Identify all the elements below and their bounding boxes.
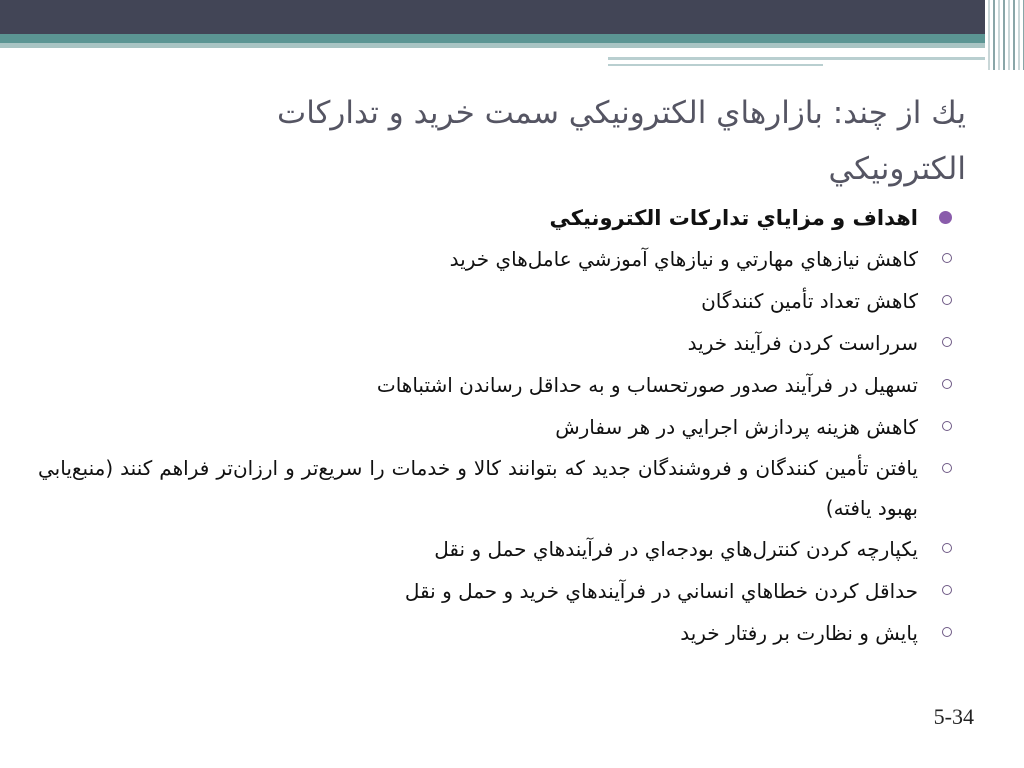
- list-item: [38, 528, 962, 570]
- list-item: [38, 280, 962, 322]
- hollow-bullet-icon: [942, 295, 952, 305]
- hollow-bullet-icon: [942, 379, 952, 389]
- list-item: [38, 612, 962, 654]
- list-item-text: يكپارچه كردن كنترل‌هاي بودجه‌اي در فرآيندهاي حمل و نقل: [434, 537, 918, 561]
- decorative-rule: [608, 57, 994, 60]
- list-item: [38, 448, 962, 528]
- list-item: [38, 364, 962, 406]
- hollow-bullet-icon: [942, 627, 952, 637]
- header-band-teal: [0, 34, 985, 43]
- slide-content: [38, 198, 962, 654]
- hollow-bullet-icon: [942, 253, 952, 263]
- header-band-light: [0, 43, 985, 48]
- list-item-text: يافتن تأمين كنندگان و فروشندگان جديد كه بتوانند كالا و خدمات را سريع‌تر و ارزان‌تر فراهم كنند (منبع‌يابي بهبود يافته): [38, 456, 918, 520]
- hollow-bullet-icon: [942, 421, 952, 431]
- list-item: [38, 322, 962, 364]
- bullet-heading: [38, 198, 962, 238]
- list-item-text: تسهيل در فرآيند صدور صورتحساب و به حداقل رساندن اشتباهات: [376, 373, 918, 397]
- bullet-list: [38, 238, 962, 654]
- slide-title: يك از چند: بازارهاي الكترونيكي سمت خريد و تداركات الكترونيكي: [277, 95, 966, 187]
- list-item: [38, 570, 962, 612]
- decorative-vertical-stripes: [985, 0, 1024, 70]
- hollow-bullet-icon: [942, 585, 952, 595]
- filled-bullet-icon: [939, 211, 952, 224]
- hollow-bullet-icon: [942, 337, 952, 347]
- list-item-text: كاهش هزينه پردازش اجرايي در هر سفارش: [555, 415, 918, 439]
- list-item-text: كاهش نيازهاي مهارتي و نيازهاي آموزشي عامل‌هاي خريد: [449, 247, 918, 271]
- header-band-dark: [0, 0, 1024, 34]
- list-item-text: سرراست كردن فرآيند خريد: [687, 331, 918, 355]
- hollow-bullet-icon: [942, 463, 952, 473]
- decorative-rule-short: [608, 64, 823, 66]
- slide-number: 5-34: [933, 704, 974, 729]
- heading-text: اهداف و مزاياي تداركات الكترونيكي: [549, 206, 918, 230]
- list-item: [38, 406, 962, 448]
- list-item-text: حداقل كردن خطاهاي انساني در فرآيندهاي خريد و حمل و نقل: [404, 579, 918, 603]
- list-item-text: پايش و نظارت بر رفتار خريد: [680, 621, 918, 645]
- hollow-bullet-icon: [942, 543, 952, 553]
- list-item-text: كاهش تعداد تأمين كنندگان: [701, 289, 918, 313]
- list-item: [38, 238, 962, 280]
